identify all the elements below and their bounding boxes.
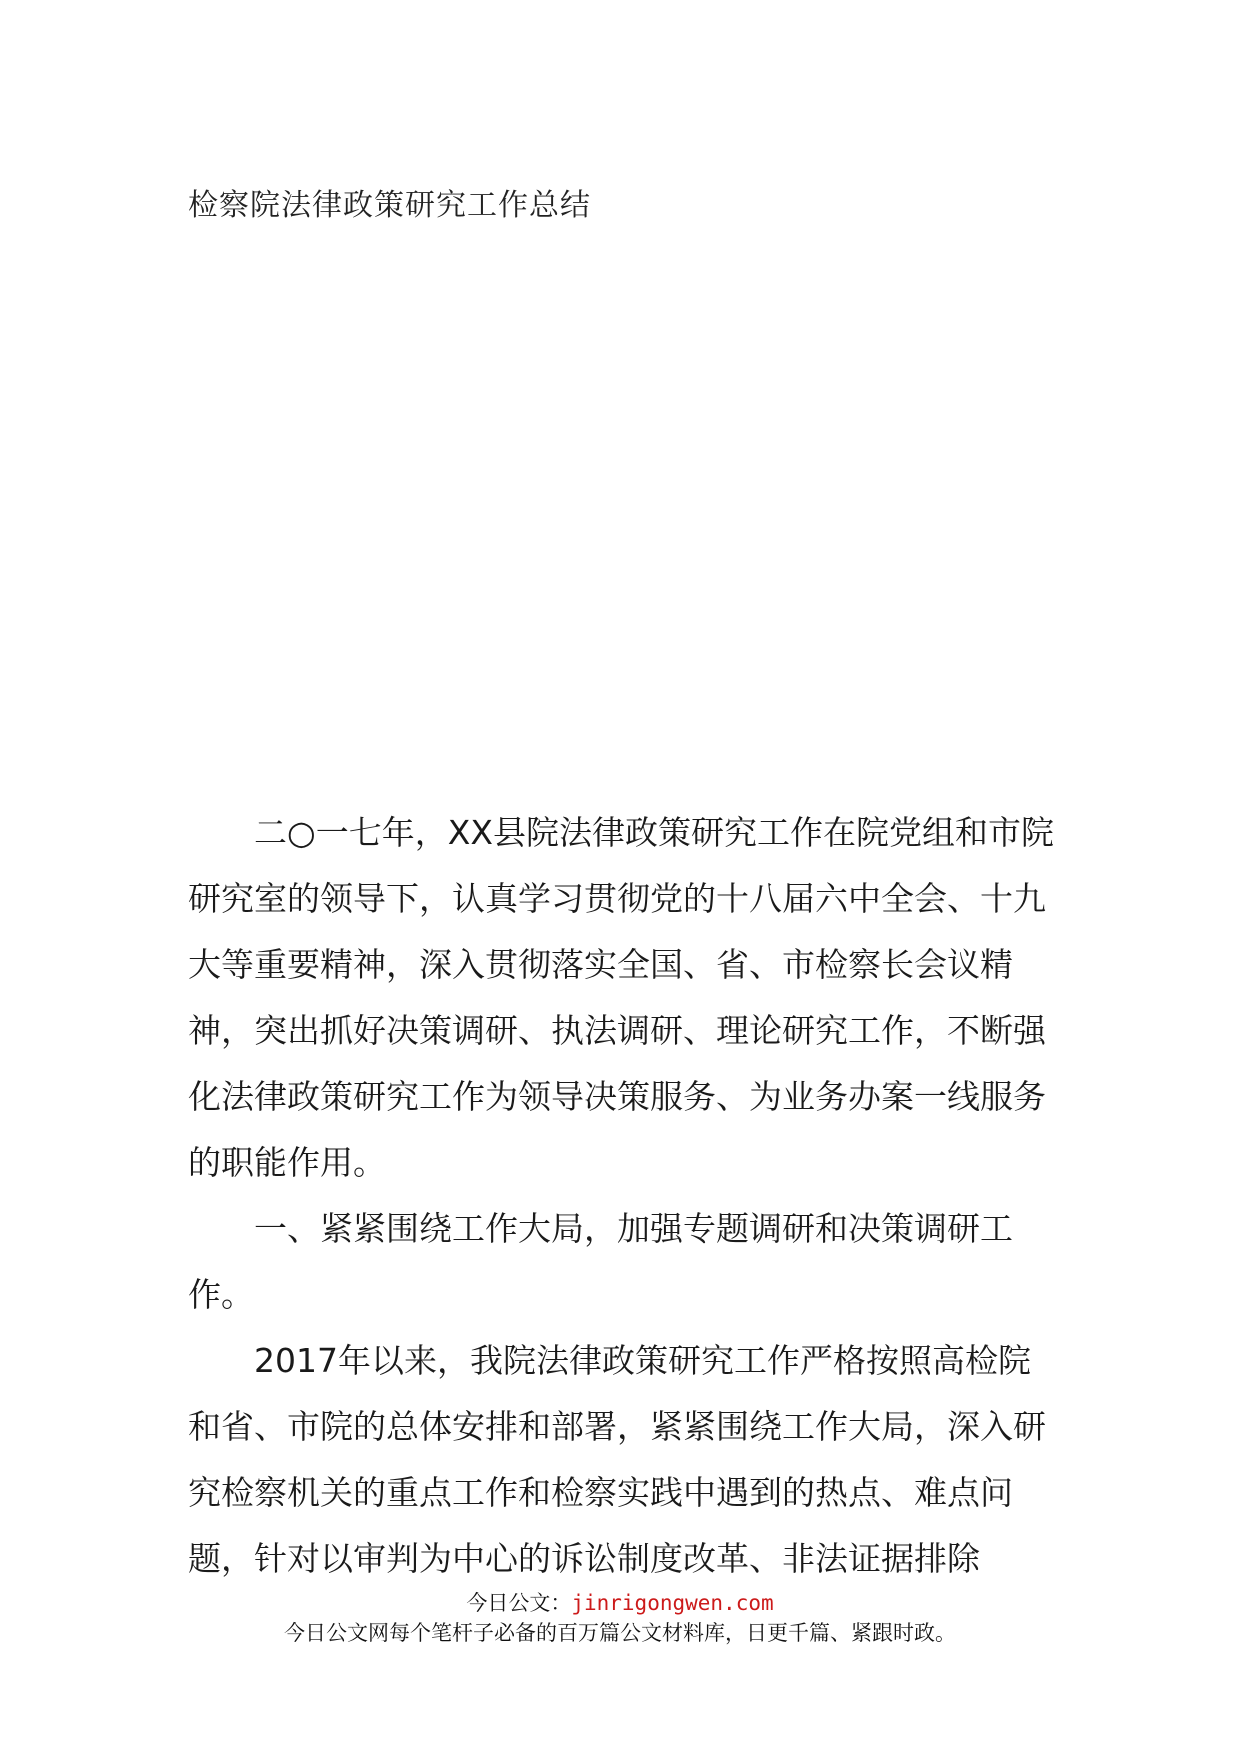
- footer-site-url[interactable]: jinrigongwen.com: [571, 1591, 774, 1615]
- paragraph-intro: 二○一七年，XX县院法律政策研究工作在院党组和市院研究室的领导下，认真学习贯彻党的十八届六中全会、十九大等重要精神，深入贯彻落实全国、省、市检察长会议精神，突出抓好决策调研、执法调研、理论研究工作，不断强化法律政策研究工作为领导决策服务、为业务办案一线服务的职能作用。: [188, 813, 1055, 1182]
- page-footer: [0, 1588, 1240, 1648]
- paragraph-2017: 2017年以来，我院法律政策研究工作严格按照高检院和省、市院的总体安排和部署，紧紧围绕工作大局，深入研究检察机关的重点工作和检察实践中遇到的热点、难点问题，针对以审判为中心的诉讼制度改革、非法证据排除: [188, 1341, 1046, 1578]
- footer-slogan: 今日公文网每个笔杆子必备的百万篇公文材料库，日更千篇、紧跟时政。: [284, 1621, 956, 1645]
- document-title: 检察院法律政策研究工作总结: [188, 188, 591, 223]
- footer-site-label: 今日公文：: [466, 1591, 572, 1615]
- footer-site-line: [0, 1588, 1240, 1618]
- paragraph-heading-one: 一、紧紧围绕工作大局，加强专题调研和决策调研工作。: [188, 1209, 1013, 1314]
- document-body: [188, 800, 1058, 1592]
